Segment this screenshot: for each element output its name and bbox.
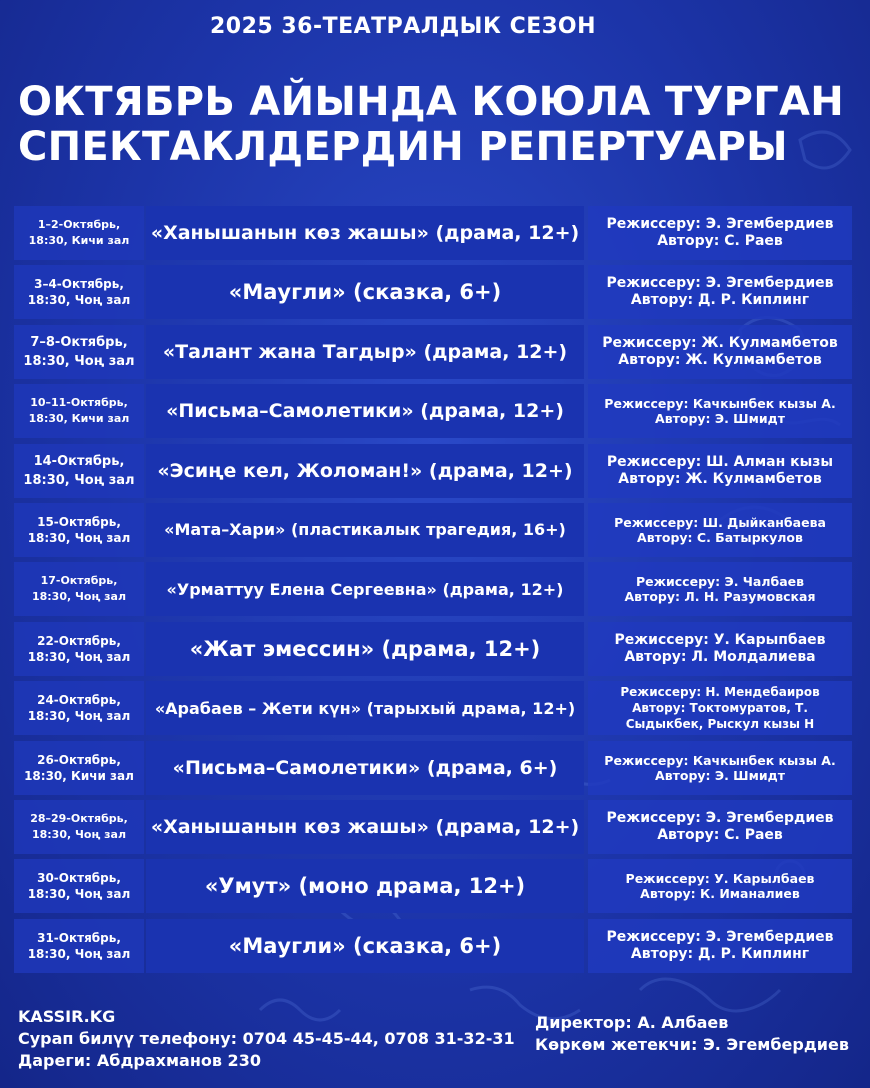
credits-cell xyxy=(588,325,852,379)
credits-cell xyxy=(588,741,852,795)
table-row xyxy=(14,681,852,735)
date-cell xyxy=(14,444,144,498)
table-row xyxy=(14,859,852,913)
date-cell xyxy=(14,622,144,676)
footer-contacts xyxy=(18,1006,515,1072)
director-text: Режиссеру: Качкынбек кызы А. xyxy=(604,752,836,768)
date-cell xyxy=(14,800,144,854)
play-title: «Талант жана Тагдыр» (драма, 12+) xyxy=(146,325,584,379)
season-heading: 2025 36-ТЕАТРАЛДЫК СЕЗОН xyxy=(209,14,597,39)
play-title: «Ханышанын көз жашы» (драма, 12+) xyxy=(146,206,584,260)
date-cell xyxy=(14,503,144,557)
date-text: 14-Октябрь, xyxy=(33,453,125,469)
director-text: Режиссеру: Ж. Кулмамбетов xyxy=(602,334,838,351)
date-text: 17-Октябрь, xyxy=(40,574,118,588)
play-title: «Арабаев – Жети күн» (тарыхый драма, 12+) xyxy=(146,681,584,735)
time-hall-text: 18:30, Чоң зал xyxy=(31,827,127,841)
director-text: Режиссеру: Э. Эгембердиев xyxy=(606,275,834,292)
author-text: Автору: С. Батыркулов xyxy=(637,529,803,545)
credits-cell xyxy=(588,265,852,319)
table-row xyxy=(14,622,852,676)
date-cell xyxy=(14,919,144,973)
time-hall-text: 18:30, Чоң зал xyxy=(23,472,135,488)
credits-cell xyxy=(588,919,852,973)
author-text: Автору: Ж. Кулмамбетов xyxy=(618,351,822,368)
date-text: 3–4-Октябрь, xyxy=(34,277,124,292)
author-text: Автору: К. Иманалиев xyxy=(640,886,800,902)
time-hall-text: 18:30, Чоң зал xyxy=(31,590,127,604)
art-director-name: Көркөм жетекчи: Э. Эгембердиев xyxy=(535,1035,849,1054)
director-text: Режиссеру: Ш. Алман кызы xyxy=(606,453,834,470)
credits-cell xyxy=(588,681,852,735)
credits-cell xyxy=(588,859,852,913)
table-row xyxy=(14,562,852,616)
date-text: 15-Октябрь, xyxy=(37,514,121,529)
author-text: Автору: Токтомуратов, Т. xyxy=(632,701,808,716)
director-text: Режиссеру: У. Карылбаев xyxy=(625,871,815,887)
credits-cell xyxy=(588,444,852,498)
table-row xyxy=(14,741,852,795)
director-text: Режиссеру: Качкынбек кызы А. xyxy=(604,396,836,412)
play-title: «Жат эмессин» (драма, 12+) xyxy=(146,622,584,676)
date-cell xyxy=(14,206,144,260)
date-text: 10–11-Октябрь, xyxy=(30,396,128,410)
table-row xyxy=(14,206,852,260)
play-title: «Маугли» (сказка, 6+) xyxy=(146,265,584,319)
time-hall-text: 18:30, Чоң зал xyxy=(27,887,131,902)
table-row xyxy=(14,919,852,973)
time-hall-text: 18:30, Чоң зал xyxy=(27,946,131,961)
date-cell xyxy=(14,325,144,379)
table-row xyxy=(14,503,852,557)
table-row xyxy=(14,265,852,319)
date-cell xyxy=(14,562,144,616)
title-line-2: СПЕКТАКЛДЕРДИН РЕПЕРТУАРЫ xyxy=(18,124,788,170)
table-row xyxy=(14,444,852,498)
page-title xyxy=(18,80,858,170)
time-hall-text: 18:30, Чоң зал xyxy=(27,709,131,724)
author-text: Автору: С. Раев xyxy=(657,826,783,843)
date-cell xyxy=(14,384,144,438)
play-title: «Эсиңе кел, Жоломан!» (драма, 12+) xyxy=(146,444,584,498)
author-text: Автору: Д. Р. Киплинг xyxy=(630,945,810,962)
time-hall-text: 18:30, Кичи зал xyxy=(28,412,130,426)
director-text: Режиссеру: Ш. Дыйканбаева xyxy=(614,514,826,530)
credits-cell xyxy=(588,384,852,438)
date-text: 30-Октябрь, xyxy=(37,871,121,886)
credits-cell xyxy=(588,206,852,260)
author-text-continued: Сыдыкбек, Рыскул кызы Н xyxy=(625,717,815,732)
date-text: 31-Октябрь, xyxy=(37,930,121,945)
director-text: Режиссеру: Э. Эгембердиев xyxy=(606,809,834,826)
date-text: 7–8-Октябрь, xyxy=(30,334,128,350)
repertoire-table xyxy=(14,206,852,978)
date-text: 22-Октябрь, xyxy=(37,633,121,648)
phone-text: Сурап билүү телефону: 0704 45-45-44, 0708 31-32-31 xyxy=(18,1029,515,1048)
date-text: 26-Октябрь, xyxy=(37,752,121,767)
time-hall-text: 18:30, Чоң зал xyxy=(27,293,131,308)
credits-cell xyxy=(588,562,852,616)
credits-cell xyxy=(588,800,852,854)
title-line-1: ОКТЯБРЬ АЙЫНДА КОЮЛА ТУРГАН xyxy=(18,79,845,125)
date-cell xyxy=(14,681,144,735)
address-text: Дареги: Абдрахманов 230 xyxy=(18,1051,261,1070)
date-cell xyxy=(14,265,144,319)
author-text: Автору: С. Раев xyxy=(657,233,783,249)
author-text: Автору: Д. Р. Киплинг xyxy=(630,292,810,309)
play-title: «Письма–Самолетики» (драма, 6+) xyxy=(146,741,584,795)
table-row xyxy=(14,800,852,854)
table-row xyxy=(14,325,852,379)
time-hall-text: 18:30, Чоң зал xyxy=(27,649,131,664)
play-title: «Маугли» (сказка, 6+) xyxy=(146,919,584,973)
date-text: 1–2-Октябрь, xyxy=(37,218,121,231)
time-hall-text: 18:30, Кичи зал xyxy=(24,768,134,783)
author-text: Автору: Л. Молдалиева xyxy=(624,648,816,665)
author-text: Автору: Л. Н. Разумовская xyxy=(624,589,816,605)
play-title: «Ханышанын көз жашы» (драма, 12+) xyxy=(146,800,584,854)
director-text: Режиссеру: У. Карыпбаев xyxy=(614,631,826,648)
play-title: «Урматтуу Елена Сергеевна» (драма, 12+) xyxy=(146,562,584,616)
director-text: Режиссеру: Э. Чалбаев xyxy=(635,574,805,590)
play-title: «Письма–Самолетики» (драма, 12+) xyxy=(146,384,584,438)
table-row xyxy=(14,384,852,438)
author-text: Автору: Э. Шмидт xyxy=(655,411,785,427)
date-text: 24-Октябрь, xyxy=(37,693,121,708)
date-cell xyxy=(14,859,144,913)
site-link[interactable]: KASSIR.KG xyxy=(18,1007,116,1026)
author-text: Автору: Ж. Кулмамбетов xyxy=(618,470,822,487)
credits-cell xyxy=(588,503,852,557)
play-title: «Мата–Хари» (пластикалык трагедия, 16+) xyxy=(146,503,584,557)
director-text: Режиссеру: Э. Эгембердиев xyxy=(606,216,834,232)
director-text: Режиссеру: Н. Мендебаиров xyxy=(620,685,820,700)
play-title: «Умут» (моно драма, 12+) xyxy=(146,859,584,913)
director-name: Директор: А. Албаев xyxy=(535,1013,729,1032)
time-hall-text: 18:30, Чоң зал xyxy=(23,353,135,369)
date-cell xyxy=(14,741,144,795)
credits-cell xyxy=(588,622,852,676)
author-text: Автору: Э. Шмидт xyxy=(655,767,785,783)
time-hall-text: 18:30, Чоң зал xyxy=(27,530,131,545)
footer-staff xyxy=(535,1012,849,1056)
date-text: 28–29-Октябрь, xyxy=(30,811,128,825)
time-hall-text: 18:30, Кичи зал xyxy=(28,234,130,247)
director-text: Режиссеру: Э. Эгембердиев xyxy=(606,928,834,945)
